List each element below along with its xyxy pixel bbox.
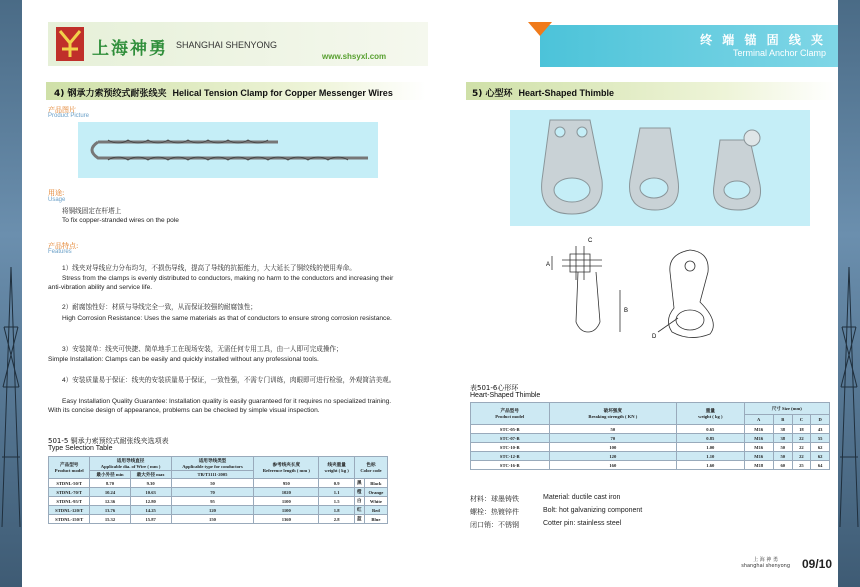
left-edge-photo-strip: [0, 0, 22, 587]
col-header-d: D: [811, 415, 830, 425]
thimble-spec-table: [470, 402, 830, 470]
col-header-a: A: [744, 415, 773, 425]
col-header-type-std: TB/T3111-2005: [171, 471, 254, 479]
dim-label-d: D: [652, 334, 657, 340]
col-header-weight: 重量 weight ( kg ): [677, 403, 744, 425]
thimble-table-title-cn: 表501-6心形环: [470, 384, 519, 392]
helical-clamp-illustration: [78, 122, 378, 178]
table-row: STDNL-70/T 10.24 10.63 70 1020 1.1 橙 Orange: [49, 488, 388, 497]
company-logo-icon: [56, 27, 84, 61]
col-header-size: 尺寸 Size (mm): [744, 403, 829, 415]
section-title-cn: 4) 钢承力索预绞式耐张线夹: [54, 89, 167, 99]
dim-label-b: B: [624, 308, 629, 314]
col-header-weight: 线夹重量 weight ( kg ): [319, 457, 355, 479]
col-header-strength: 破坏强度 Breaking strength ( KN ): [549, 403, 677, 425]
usage-label-en: Usage: [48, 197, 66, 203]
features-label-en: Features: [48, 249, 72, 255]
section-title-right: [472, 86, 614, 99]
table-row: STC-16-B 160 1.60 M18 60 25 64: [471, 461, 830, 470]
usage-text-en: To fix copper-stranded wires on the pole: [62, 217, 179, 224]
col-header-color: 色标 Color code: [354, 457, 387, 479]
col-header-length: 参考线夹长度 Reference length ( mm ): [254, 457, 319, 479]
table-row: STC-10-B 100 1.00 M16 50 22 62: [471, 443, 830, 452]
picture-label-cn: 产品图片: [48, 106, 76, 114]
table-row: STDNL-120/T 13.76 14.25 120 1100 1.8 红 Red: [49, 506, 388, 515]
table-row: STDNL-150/T 15.32 15.87 150 1360 2.8 蓝 Blue: [49, 515, 388, 524]
section-title-left: [54, 86, 393, 99]
feature-2-cn: 2）耐腐蚀性好：材质与导线完全一致，从而保证较强的耐腐蚀性；: [62, 304, 257, 311]
section-title-en: Heart-Shaped Thimble: [518, 88, 615, 98]
feature-2-en: High Corrosion Resistance: Uses the same materials as that of conductors to ensure strong corrosion resistance.: [62, 315, 392, 322]
usage-text-cn: 将铜线固定在杆塔上: [62, 208, 122, 215]
feature-3-cn: 3）安装简单：线夹可快捷、简单地手工在现场安装，无需任何专用工具，由一人即可完成操作；: [62, 346, 343, 353]
material-1-en: Material: ductile cast iron: [543, 494, 621, 501]
footer-brand-en: shanghai shenyong: [741, 563, 790, 569]
thimble-table-title-en: Heart-Shaped Thimble: [470, 392, 541, 399]
col-header-model: 产品型号 Product model: [49, 457, 90, 479]
type-table-title-en: Type Selection Table: [48, 445, 113, 452]
col-header-min: 最小外径 min: [90, 471, 130, 479]
dim-label-a: A: [546, 262, 551, 268]
table-row: STDNL-50/T 8.70 9.30 50 950 0.9 黑 Black: [49, 479, 388, 488]
feature-4-cn: 4）安装质量易于保证：线夹的安装质量易于保证，一致性强，不需专门训练，肉眼即可进行检验，外观简洁美观。: [62, 377, 396, 384]
dim-label-c: C: [588, 238, 593, 244]
table-row: STC-07-B 70 0.85 M16 38 22 55: [471, 434, 830, 443]
power-tower-icon: [838, 267, 860, 527]
material-3-en: Cotter pin: stainless steel: [543, 520, 622, 527]
category-title-en: Terminal Anchor Clamp: [732, 48, 826, 58]
brand-name-en: SHANGHAI SHENYONG: [176, 40, 278, 50]
thimble-photo-illustration: [510, 110, 810, 226]
feature-4-en: Easy Installation Quality Guarantee: Installation quality is easily guaranteed for it requires no specialized training. With its concise design of appearance, problems can be checked by simple visual inspection.: [48, 398, 392, 414]
feature-1-en: Stress from the clamps is evenly distributed to conductors, making no harm to the conductors and increasing their anti-vibration ability and service life.: [48, 275, 394, 291]
footer-brand: [741, 557, 790, 569]
footer-brand-cn: 上 海 神 勇: [753, 557, 778, 563]
col-header-type: 适用导线类型 Applicable type for conductors: [171, 457, 254, 471]
col-header-max: 最大外径 max: [130, 471, 171, 479]
table-row: STDNL-95/T 12.36 12.80 95 1100 1.5 白 White: [49, 497, 388, 506]
material-2-cn: 螺栓：热镀锌件: [470, 508, 519, 516]
power-tower-icon: [0, 267, 22, 527]
page-number: 09/10: [801, 557, 832, 571]
brand-url: www.shsyxl.com: [322, 52, 387, 61]
type-selection-table: [48, 456, 388, 524]
features-label-cn: 产品特点:: [48, 242, 79, 250]
col-header-c: C: [792, 415, 811, 425]
material-1-cn: 材料：球墨铸铁: [470, 495, 519, 503]
material-3-cn: 闭口销：不锈钢: [470, 521, 519, 529]
usage-label-cn: 用途:: [48, 189, 65, 197]
col-header-dia: 适用导线直径 Applicable dia. of Wire ( mm ): [90, 457, 171, 471]
table-row: STC-05-B 50 0.65 M16 38 18 43: [471, 425, 830, 434]
orange-marker-icon: [528, 22, 552, 36]
col-header-model: 产品型号 Product model: [471, 403, 550, 425]
picture-label-en: Product Picture: [48, 113, 90, 119]
feature-1-cn: 1）线夹对导线应力分布均匀，不损伤导线，提高了导线的抗振能力，大大延长了铜绞线的使用寿命。: [62, 265, 356, 272]
right-edge-photo-strip: [838, 0, 860, 587]
feature-3-en: Simple Installation: Clamps can be easily and quickly installed without any professional tools.: [48, 356, 319, 363]
material-2-en: Bolt: hot galvanizing component: [543, 507, 643, 514]
product-photo-thimbles: [510, 110, 810, 226]
type-table-title-cn: 501-5 铜承力索预绞式耐张线夹选项表: [48, 437, 169, 445]
brand-name-cn: 上海神勇: [92, 39, 168, 59]
col-header-b: B: [773, 415, 792, 425]
product-photo-helical-clamp: [78, 122, 378, 178]
section-title-cn: 5) 心型环: [472, 89, 513, 99]
table-row: STC-12-B 120 1.10 M16 50 22 62: [471, 452, 830, 461]
section-title-en: Helical Tension Clamp for Copper Messenger Wires: [172, 88, 393, 98]
category-title-cn: 终 端 锚 固 线 夹: [700, 33, 826, 47]
thimble-dimension-diagram: [540, 232, 740, 342]
